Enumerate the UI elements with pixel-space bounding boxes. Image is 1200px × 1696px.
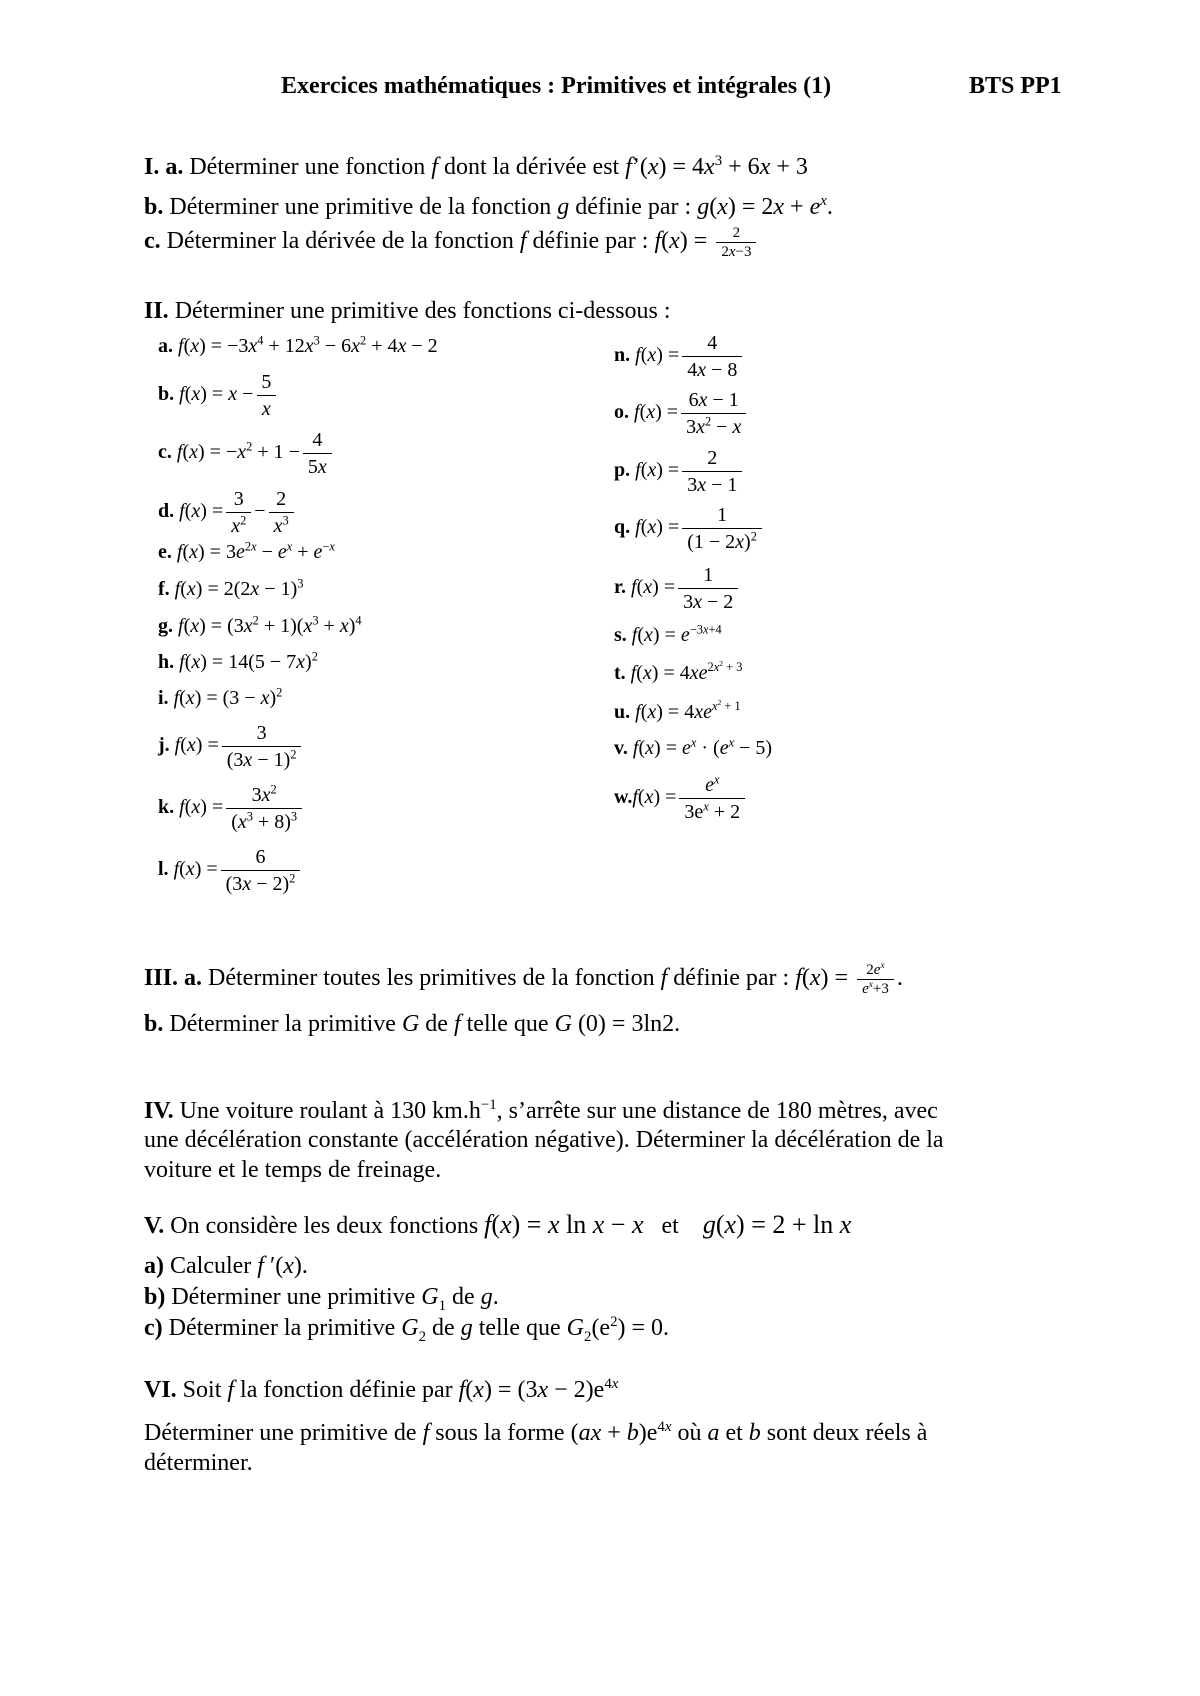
ex4-line2: une décélération constante (accélération négative). Déterminer la décélération de la [144, 1127, 944, 1153]
ex5-b: b) Déterminer une primitive $G_1$ de g. [144, 1284, 499, 1314]
ex2-item-j: j. f(x) = $\frac{3}{(3x - 1)^2}$ [158, 721, 304, 772]
ex2-item-c: c. $f(x) = -x^2 + 1$ − $\frac{4}{5x}$ [158, 428, 335, 479]
ex2-item-f: f. $f(x) = 2(2x - 1)^3$ [158, 576, 304, 600]
ex2-item-t: t. $f(x) = 4xe^{2x^2 + 3}$ [614, 659, 743, 684]
ex2-item-b: b. f(x) = x − $\frac{5}{x}$ [158, 370, 279, 421]
ex2-item-u: u. $f(x) = 4xe^{x^2 + 1}$ [614, 698, 741, 723]
ex5-intro: V. On considère les deux fonctions f(x) = x ln x − x et g(x) = 2 + ln x [144, 1210, 852, 1239]
ex2-item-w: w.f(x) = $\frac{e^x}{3e^x + 2}$ [614, 773, 748, 824]
ex2-item-s: s. $f(x) = e^{-3x+4}$ [614, 622, 722, 646]
ex2-item-r: r. f(x) = $\frac{1}{3x - 2}$ [614, 563, 741, 614]
ex5-a: a) Calculer f ′(x). [144, 1253, 308, 1279]
ex2-item-n: n. f(x) = $\frac{4}{4x - 8}$ [614, 331, 745, 382]
ex6-intro: VI. Soit f la fonction définie par $f(x) = (3x - 2)e^{4x}$ [144, 1376, 619, 1403]
ex2-item-q: q. f(x) = $\frac{1}{(1 - 2x)^2}$ [614, 503, 765, 554]
ex2-item-p: p. f(x) = $\frac{2}{3x - 1}$ [614, 446, 745, 497]
ex2-item-k: k. f(x) = $\frac{3x^2}{(x^3 + 8)^3}$ [158, 783, 305, 834]
ex1-a: I. a. Déterminer une fonction f dont la dérivée est f’(x) = $4x^3 + 6x + 3$ [144, 153, 808, 180]
ex6-line2: Déterminer une primitive de f sous la forme $(ax + b)e^{4x}$ où a et b sont deux réels à [144, 1419, 928, 1446]
ex5-c: c) Déterminer la primitive $G_2$ de g telle que $G_2(e^2) = 0$. [144, 1314, 670, 1345]
ex2-intro: II. Déterminer une primitive des fonctions ci-dessous : [144, 298, 671, 324]
ex2-item-h: h. $f(x) = 14(5 - 7x)^2$ [158, 649, 318, 673]
ex4-line3: voiture et le temps de freinage. [144, 1157, 442, 1183]
ex2-item-a: a. $f(x) = -3x^4 + 12x^3 - 6x^2 + 4x - 2$ [158, 333, 438, 357]
ex2-item-l: l. f(x) = $\frac{6}{(3x - 2)^2}$ [158, 845, 303, 896]
ex2-item-v: v. $f(x) = e^x \cdot (e^x - 5)$ [614, 735, 773, 759]
ex2-item-o: o. f(x) = $\frac{6x - 1}{3x^2 - x}$ [614, 388, 749, 439]
ex3-b: b. Déterminer la primitive G de f telle que G (0) = 3ln2. [144, 1011, 681, 1037]
document-title: Exercices mathématiques : Primitives et intégrales (1) [281, 73, 832, 99]
class-label: BTS PP1 [969, 73, 1062, 99]
ex6-line3: déterminer. [144, 1450, 253, 1476]
ex2-item-i: i. $f(x) = (3 - x)^2$ [158, 685, 283, 709]
ex3-a: III. a. Déterminer toutes les primitives de la fonction f définie par : f(x) = $\frac{2e^x}{e^x+3}$ . [144, 961, 903, 997]
ex1-c: c. Déterminer la dérivée de la fonction f définie par : f(x) = $\frac{2}{2x-3}$ [144, 225, 759, 260]
ex2-item-g: g. $f(x) = (3x^2 + 1)(x^3 + x)^4$ [158, 613, 362, 637]
ex2-item-d: d. f(x) = $\frac{3}{x^2}$ − $\frac{2}{x^3}$ [158, 487, 297, 538]
ex4-line1: IV. Une voiture roulant à 130 $km.h^{-1}$, s’arrête sur une distance de 180 mètres, avec [144, 1097, 938, 1124]
ex2-item-e: e. $f(x) = 3e^{2x} - e^x + e^{-x}$ [158, 539, 335, 563]
ex1-b: b. Déterminer une primitive de la fonction g définie par : $g(x) = 2x + e^x$. [144, 193, 833, 220]
